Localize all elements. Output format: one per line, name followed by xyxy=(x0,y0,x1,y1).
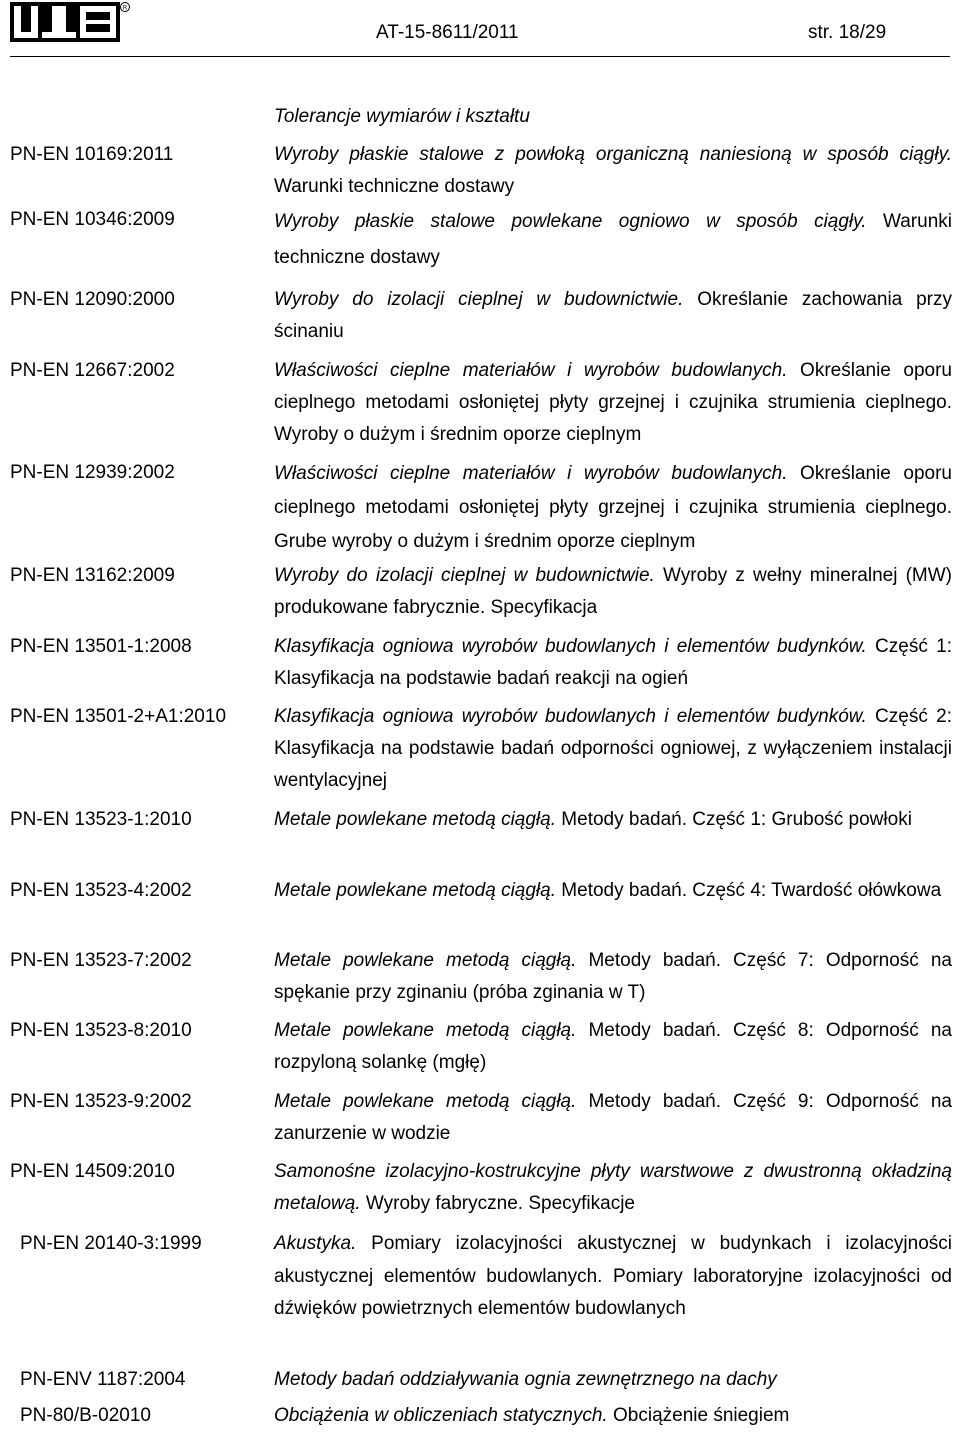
desc-title: Właściwości cieplne materiałów i wyrobów budowlanych. xyxy=(274,360,788,381)
desc-title: Metale powlekane metodą ciągłą. xyxy=(274,880,557,901)
desc-title: Wyroby płaskie stalowe z powłoką organiczną naniesioną w sposób ciągły. xyxy=(274,144,952,165)
standard-description xyxy=(274,1228,952,1326)
desc-title: Metody badań oddziaływania ognia zewnętrznego na dachy xyxy=(274,1369,777,1390)
desc-title: Akustyka. xyxy=(274,1233,357,1254)
standard-code: PN-EN 12090:2000 xyxy=(10,289,175,310)
standard-code: PN-EN 14509:2010 xyxy=(10,1161,175,1182)
standard-code: PN-EN 13523-4:2002 xyxy=(10,880,192,901)
standard-code: PN-EN 10346:2009 xyxy=(10,209,175,230)
standard-description xyxy=(274,560,952,624)
standard-description xyxy=(274,945,952,1009)
page-header xyxy=(0,0,960,70)
desc-title: Metale powlekane metodą ciągłą. xyxy=(274,1020,577,1041)
desc-rest: Warunki techniczne dostawy xyxy=(274,211,952,268)
standard-description xyxy=(274,1156,952,1220)
standard-code: PN-EN 13523-7:2002 xyxy=(10,950,192,971)
standard-code: PN-EN 13501-2+A1:2010 xyxy=(10,706,227,727)
desc-title: Klasyfikacja ogniowa wyrobów budowlanych i elementów budynków. xyxy=(274,706,867,727)
itb-logo xyxy=(10,2,130,42)
desc-rest: Część 2: Klasyfikacja na podstawie badań odporności ogniowej, z wyłączeniem instalacji wentylacyjnej xyxy=(274,706,952,791)
desc-title: Samonośne izolacyjno-kostrukcyjne płyty warstwowe z dwustronną okładziną metalową. xyxy=(274,1161,952,1214)
standard-description xyxy=(274,1015,952,1079)
standard-description xyxy=(274,457,952,559)
desc-rest: Metody badań. Część 7: Odporność na spękanie przy zginaniu (próba zginania w T) xyxy=(274,950,952,1003)
desc-title: Wyroby płaskie stalowe powlekane ogniowo w sposób ciągły. xyxy=(274,211,867,232)
standard-code: PN-EN 13523-9:2002 xyxy=(10,1091,192,1112)
standard-description xyxy=(274,1364,952,1396)
desc-title: Metale powlekane metodą ciągłą. xyxy=(274,809,557,830)
standard-description xyxy=(274,355,952,451)
standard-code: PN-80/B-02010 xyxy=(20,1405,151,1426)
desc-title: Właściwości cieplne materiałów i wyrobów budowlanych. xyxy=(274,463,788,484)
desc-rest: Część 1: Klasyfikacja na podstawie badań reakcji na ogień xyxy=(274,636,952,689)
desc-rest: Metody badań. Część 8: Odporność na rozpyloną solankę (mgłę) xyxy=(274,1020,952,1073)
document-id: AT-15-8611/2011 xyxy=(376,22,519,43)
desc-title: Metale powlekane metodą ciągłą. xyxy=(274,950,577,971)
desc-rest: Wyroby fabryczne. Specyfikacje xyxy=(360,1193,635,1214)
page-number: str. 18/29 xyxy=(808,22,887,43)
desc-rest: Metody badań. Część 4: Twardość ołówkowa xyxy=(556,880,942,901)
desc-title: Wyroby do izolacji cieplnej w budownictwie. xyxy=(274,565,655,586)
desc-rest: Wyroby z wełny mineralnej (MW) produkowane fabrycznie. Specyfikacja xyxy=(274,565,953,618)
standard-code: PN-EN 10169:2011 xyxy=(10,144,174,165)
standard-description xyxy=(274,284,952,348)
desc-title: Metale powlekane metodą ciągłą. xyxy=(274,1091,577,1112)
svg-text:R: R xyxy=(122,5,128,12)
standard-description xyxy=(274,701,952,797)
standard-code: PN-EN 13523-1:2010 xyxy=(10,809,192,830)
intro-text: Tolerancje wymiarów i kształtu xyxy=(274,106,530,127)
standard-code: PN-EN 13501-1:2008 xyxy=(10,636,192,657)
standard-description xyxy=(274,1086,952,1150)
standard-description xyxy=(274,631,952,695)
header-divider xyxy=(10,56,950,57)
standard-code: PN-EN 20140-3:1999 xyxy=(20,1233,202,1254)
desc-rest: Warunki techniczne dostawy xyxy=(274,176,515,197)
standard-description xyxy=(274,139,952,203)
desc-rest: Metody badań. Część 1: Grubość powłoki xyxy=(556,809,912,830)
standard-code: PN-EN 13162:2009 xyxy=(10,565,175,586)
standard-description xyxy=(274,875,952,907)
desc-title: Wyroby do izolacji cieplnej w budownictwie. xyxy=(274,289,684,310)
desc-rest: Określanie zachowania przy ścinaniu xyxy=(274,289,953,342)
desc-rest: Określanie oporu cieplnego metodami osłoniętej płyty grzejnej i czujnika strumienia cieplnego. Grube wyroby o dużym i średnim oporze cieplnym xyxy=(274,463,952,552)
standard-code: PN-EN 13523-8:2010 xyxy=(10,1020,192,1041)
standard-code: PN-EN 12939:2002 xyxy=(10,462,175,483)
desc-title: Klasyfikacja ogniowa wyrobów budowlanych i elementów budynków. xyxy=(274,636,867,657)
desc-rest: Pomiary izolacyjności akustycznej w budynkach i izolacyjności akustycznej elementów budowlanych. Pomiary laboratoryjne izolacyjności od dźwięków powietrznych elementów budowlanych xyxy=(274,1233,952,1319)
desc-rest: Określanie oporu cieplnego metodami osłoniętej płyty grzejnej i czujnika strumienia cieplnego. Wyroby o dużym i średnim oporze cieplnym xyxy=(274,360,952,445)
standard-description xyxy=(274,204,952,276)
desc-rest: Metody badań. Część 9: Odporność na zanurzenie w wodzie xyxy=(274,1091,952,1144)
desc-rest: Obciążenie śniegiem xyxy=(607,1405,790,1426)
standard-code: PN-ENV 1187:2004 xyxy=(20,1369,186,1390)
standard-description xyxy=(274,1400,952,1432)
standard-description xyxy=(274,804,952,836)
desc-title: Obciążenia w obliczeniach statycznych. xyxy=(274,1405,608,1426)
standard-code: PN-EN 12667:2002 xyxy=(10,360,175,381)
